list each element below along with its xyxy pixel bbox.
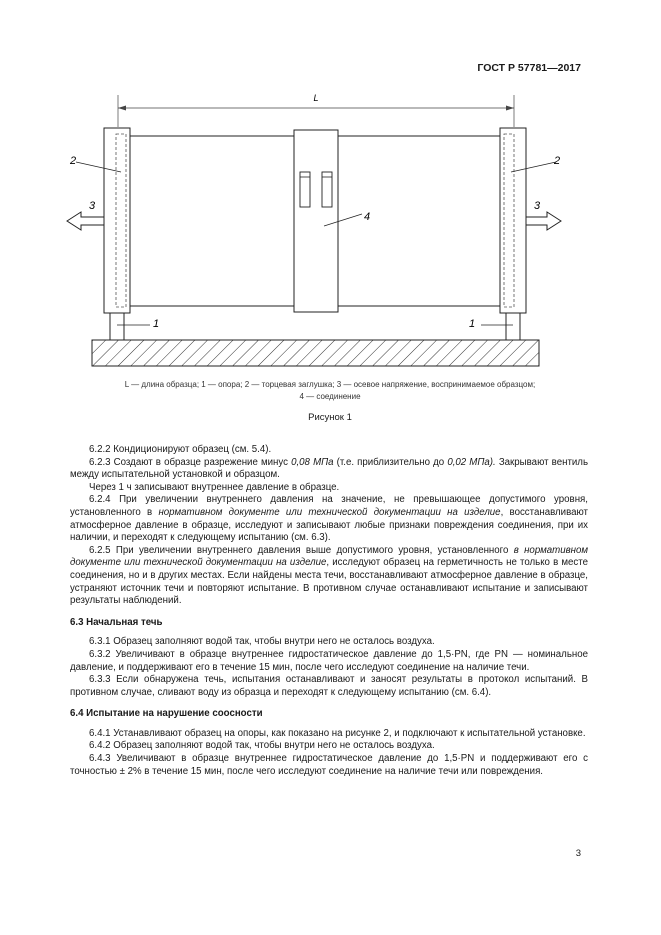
paragraph-6-3-1: 6.3.1 Образец заполняют водой так, чтобы внутри него не осталось воздуха. (89, 636, 435, 648)
paragraph-6-2-5: 6.2.5 При увеличении внутреннего давления выше допустимого уровня, установленного в нормативном документе или технической документации на изделие, исследуют образец на герметичность не только в месте соединения, но и в других местах. Если найдены места течи, восстанавливают атмосферное давление в образце, устраняют источник течи и повторяют испытание. В противном случае останавливают испытание и записывают результаты наблюдений. (70, 544, 589, 607)
section-heading-6-3: 6.3 Начальная течь (70, 616, 163, 628)
stress-left-label: 3 (89, 200, 96, 212)
test-setup-figure (0, 0, 661, 400)
paragraph-6-4-3: 6.4.3 Увеличивают в образце внутреннее гидростатическое давление до 1,5·PN и поддерживают его с точностью ± 2% в течение 15 мин, после чего исследуют соединение на наличие течи или повреждения. (70, 753, 588, 777)
body-text (70, 444, 588, 778)
stress-arrow-right (526, 212, 561, 230)
stress-right-label: 3 (534, 200, 541, 212)
support-left-label: 1 (153, 318, 160, 330)
end-plug-right (500, 128, 526, 313)
page-number: 3 (575, 848, 581, 859)
paragraph-6-2-3: 6.2.3 Создают в образце разрежение минус 0,08 МПа (т.е. приблизительно до 0,02 МПа). Закрывают вентиль между испытательной установкой и образцом. (70, 456, 589, 481)
plug-left-label: 2 (70, 155, 77, 167)
joint-coupling (294, 130, 338, 312)
figure-legend-line-2: 4 — соединение (299, 392, 361, 401)
section-heading-6-4: 6.4 Испытание на нарушение соосности (70, 708, 263, 720)
paragraph-6-3-3: 6.3.3 Если обнаружена течь, испытания останавливают и заносят результаты в протокол испытаний. В противном случае, сливают воду из образца и переходят к следующему испытанию (см. 6.4). (70, 674, 588, 698)
standard-header: ГОСТ Р 57781—2017 (477, 62, 581, 74)
stress-arrow-left (67, 212, 104, 230)
base-hatched (92, 340, 539, 366)
paragraph-6-2-4: 6.2.4 При увеличении внутреннего давления на значение, не превышающее допустимого уровня, установленного в нормативном документе или технической документации на изделие, восстанавливают атмосферное давление в образце, исследуют и записывают любые признаки повреждения соединения, при их наличии, и переходят к следующему испытанию (см. 6.3). (70, 494, 588, 544)
paragraph-6-4-1: 6.4.1 Устанавливают образец на опоры, как показано на рисунке 2, и подключают к испытательной установке. (89, 727, 586, 739)
length-dimension (118, 93, 514, 127)
figure-caption: Рисунок 1 (308, 412, 352, 423)
paragraph-6-2-2: 6.2.2 Кондиционируют образец (см. 5.4). (89, 444, 272, 455)
paragraph-6-4-2: 6.4.2 Образец заполняют водой так, чтобы внутри него не осталось воздуха. (89, 740, 435, 752)
end-plug-left (104, 128, 130, 313)
figure-legend-line-1: L — длина образца; 1 — опора; 2 — торцевая заглушка; 3 — осевое напряжение, воспринимаемое образцом; (124, 380, 536, 389)
support-left (110, 313, 124, 340)
paragraph-6-3-2: 6.3.2 Увеличивают в образце внутреннее гидростатическое давление до 1,5·PN, где PN — номинальное давление, и поддерживают его в течение 15 мин, после чего исследуют соединение на наличие течи. (70, 648, 588, 673)
support-right-label: 1 (469, 318, 476, 330)
joint-label: 4 (364, 211, 371, 223)
support-right (506, 313, 520, 340)
plug-right-label: 2 (554, 155, 561, 167)
length-label: L (313, 93, 319, 103)
paragraph-after-1h: Через 1 ч записывают внутреннее давление в образце. (89, 481, 340, 493)
